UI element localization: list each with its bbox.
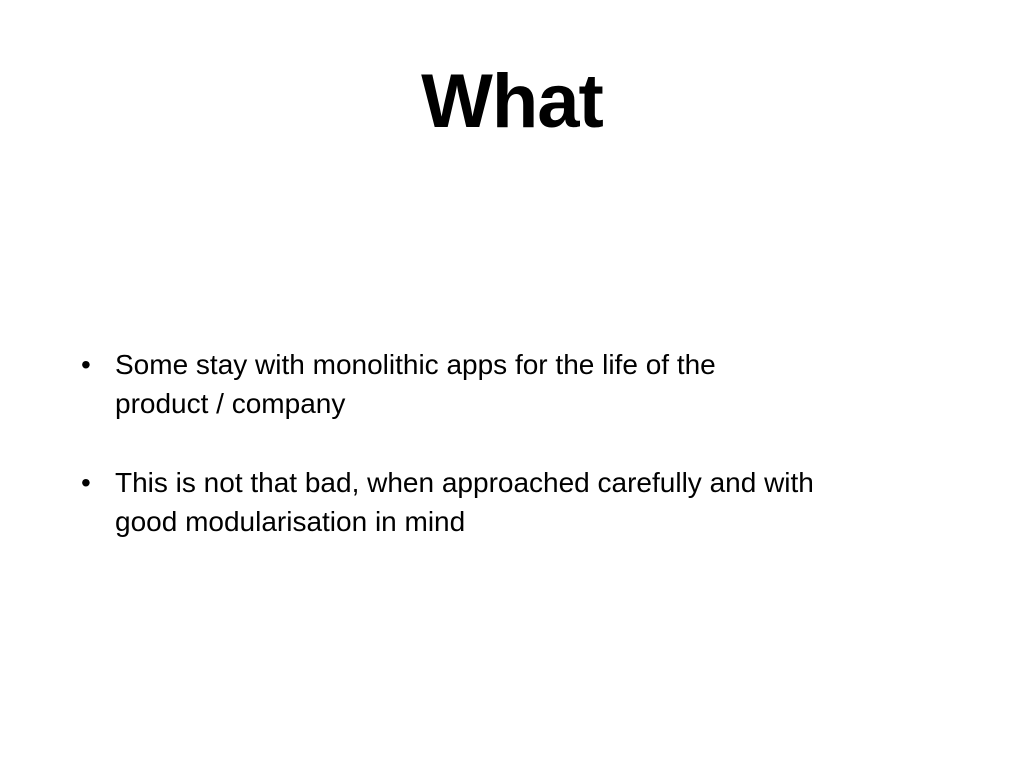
bullet-dot-icon: • bbox=[81, 467, 91, 498]
bullet-dot-icon: • bbox=[81, 349, 91, 380]
bullet-list bbox=[80, 345, 950, 581]
bullet-text-line: product / company bbox=[115, 388, 346, 419]
bullet-item bbox=[80, 345, 950, 423]
bullet-text-line: This is not that bad, when approached carefully and with bbox=[115, 467, 814, 498]
bullet-item bbox=[80, 463, 950, 541]
slide-title: What bbox=[421, 59, 603, 144]
bullet-text-line: good modularisation in mind bbox=[115, 506, 466, 537]
bullet-text-line: Some stay with monolithic apps for the life of the bbox=[115, 349, 716, 380]
